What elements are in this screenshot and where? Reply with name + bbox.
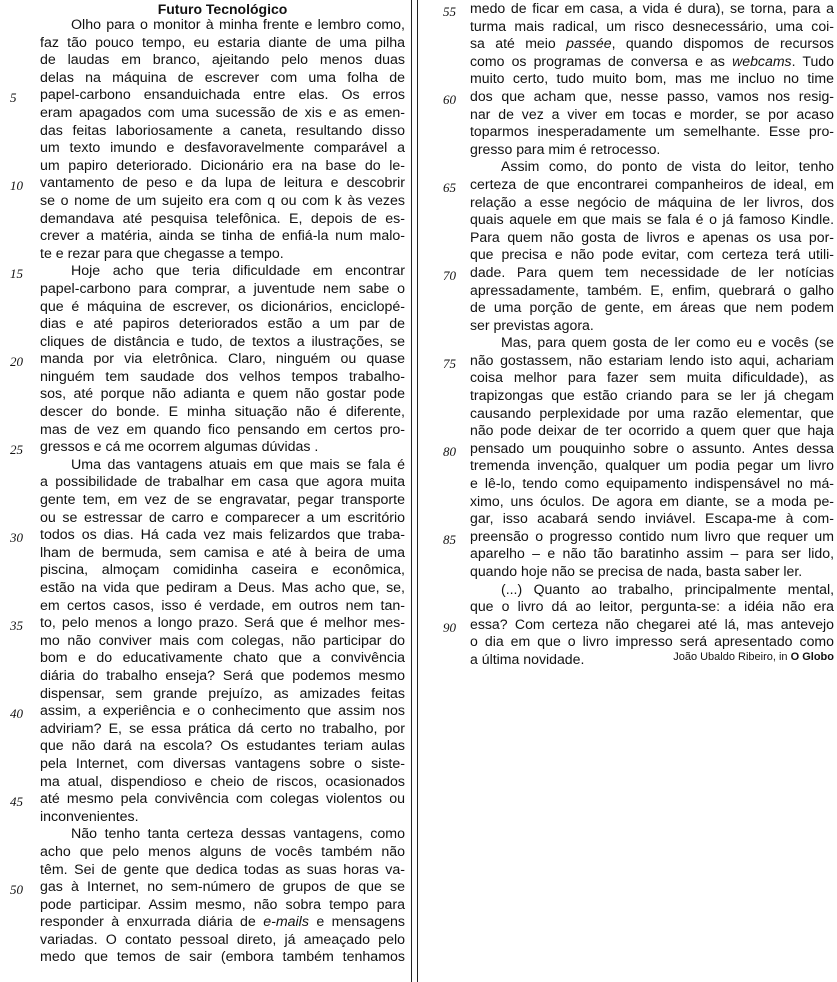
right-text <box>470 0 834 669</box>
text-line: gas à Internet, no sem-número de grupos de que se <box>40 879 405 896</box>
text-line: to, pelo menos a longo prazo. Será que é melhor mes- <box>40 615 405 632</box>
text-line: de laudas em branco, ajeitando pelo menos duas <box>40 52 405 69</box>
source-publication: O Globo <box>790 651 834 663</box>
text-line: sa até meio passée, quando dispomos de recursos <box>470 35 834 52</box>
text-line: piscina, almoçam comidinha caseira e econômica, <box>40 562 405 579</box>
text-line: descer do bonde. E minha situação não é diferente, <box>40 404 405 421</box>
text-line: vantamento de peso e da lupa de leitura e descobrir <box>40 175 405 192</box>
text-line: o dia em que o livro impresso será apresentado como <box>470 633 834 650</box>
text-line: medo que temos de sair (embora também tenhamos <box>40 949 405 966</box>
text-line: muito certo, tudo muito bom, mas me incluo no time <box>470 70 834 87</box>
text-line: acho que pelo menos alguns de vocês também não <box>40 843 405 860</box>
text-line: papel-carbono ensanduichada entre elas. Os erros <box>40 87 405 104</box>
text-line: têm. Sei de gente que dedica todas as suas horas va- <box>40 861 405 878</box>
text-line: mo não conviver mais com colegas, não participar do <box>40 632 405 649</box>
text-line: Hoje acho que teria dificuldade em encontrar <box>71 263 405 280</box>
text-line: sos, até porque não adianta e quem não gostar pode <box>40 386 405 403</box>
text-line: delas na máquina de escrever com uma folha de <box>40 69 405 86</box>
text-line: dos que acham que, nesse passo, vamos nos resig- <box>470 87 834 104</box>
text-line: toparmos inesperadamente um semelhante. Esse pro- <box>470 123 834 140</box>
line-number: 25 <box>10 442 23 458</box>
text-line: ximo, uns óculos. De agora em diante, se a moda pe- <box>470 492 834 509</box>
line-number: 40 <box>10 706 23 722</box>
text-line: quais aquele em que mais se fala é o já famoso Kindle. <box>470 211 834 228</box>
text-line: a possibilidade de trabalhar em casa que agora muita <box>40 474 405 491</box>
text-line: em certos casos, isso é verdade, em outros nem tan- <box>40 597 405 614</box>
text-line: quando hoje não se precisa de nada, basta saber ler. <box>470 563 803 579</box>
text-line: gar, isso acabará sendo inviável. Escapa-me à com- <box>470 510 834 527</box>
line-number: 50 <box>10 882 23 898</box>
left-column <box>40 0 405 967</box>
text-line: medo de ficar em casa, a vida é dura), se torna, para a <box>470 0 834 16</box>
text-line: ma atual, dispendioso e cheio de riscos, ocasionados <box>40 773 405 790</box>
left-text <box>40 17 405 967</box>
text-line: todos os dias. Há cada vez mais felizardos que traba- <box>40 527 405 544</box>
text-line: ser previstas agora. <box>470 316 594 333</box>
text-line: nar de vez a viver em tocas e morder, se por acaso <box>470 105 834 122</box>
text-line: pela Internet, com diversas vantagens sobre o siste- <box>40 755 405 772</box>
line-number: 65 <box>443 180 456 195</box>
text-line: gresso para mim é retrocesso. <box>470 140 661 157</box>
column-divider <box>417 0 418 982</box>
text-line: (...) Quanto ao trabalho, principalmente mental, <box>501 580 834 597</box>
text-line: relação a esse negócio de máquina de ler livros, dos <box>470 193 834 210</box>
text-line: de uma porção de gente, em áreas que nem podem <box>470 299 834 316</box>
text-line: crever a matéria, ainda se tinha de enfiá-la num malo- <box>40 228 405 245</box>
text-line: certeza de que encontrarei companheiros de ideal, em <box>470 175 834 192</box>
text-line: não pode deixar de ter ocorrido a quem quer que haja <box>470 422 834 439</box>
text-line: eram apagados com uma sucessão de xis e as emen- <box>40 104 405 121</box>
text-line: mas de vez em quando fico pensando em certos pro- <box>40 421 405 438</box>
line-number: 15 <box>10 266 23 282</box>
text-line: preensão o progresso contido num livro que requer um <box>470 527 834 544</box>
line-number: 45 <box>10 794 23 810</box>
text-line: das feitas laboriosamente a caneta, resultando disso <box>40 122 405 139</box>
line-number: 35 <box>10 618 23 634</box>
text-line: não gostassem, não estariam lendo isto aqui, achariam <box>470 351 834 368</box>
article-source <box>470 650 834 664</box>
text-line: estão na vida que pediram a Deus. Mas acho que, se, <box>40 580 405 596</box>
text-line: cliques de distância e tudo, de textos a ilustrações, se <box>40 333 405 350</box>
text-line: pode participar. Assim mesmo, não sobra tempo para <box>40 896 405 913</box>
text-line: essa? Com certeza não chegarei até lá, mas antevejo <box>470 615 834 632</box>
article-title: Futuro Tecnológico <box>157 1 288 17</box>
line-number: 75 <box>443 356 456 371</box>
text-line: tremenda invenção, qualquer um podia pegar um livro <box>470 457 834 474</box>
text-line: até mesmo pela convivência com colegas violentos ou <box>40 791 405 808</box>
text-line: dade. Para quem tem necessidade de ler notícias <box>470 263 834 280</box>
text-line: Não tenho tanta certeza dessas vantagens, como <box>71 826 405 843</box>
text-line: causando perplexidade por uma razão elementar, que <box>470 404 834 421</box>
text-line: turma mais radical, um risco desnecessário, uma coi- <box>470 17 834 34</box>
text-line: que não dará na escola? Os estudantes teriam aulas <box>40 738 405 755</box>
column-divider <box>411 0 412 982</box>
line-number: 90 <box>443 620 456 635</box>
text-line: um papiro deteriorado. Dicionário era na base do le- <box>40 157 405 174</box>
text-line: manda por via eletrônica. Claro, ninguém ou quase <box>40 351 405 368</box>
line-number: 20 <box>10 354 23 370</box>
text-line: Uma das vantagens atuais em que mais se fala é <box>71 456 405 473</box>
text-line: adviriam? E, se essa prática dá certo no trabalho, por <box>40 720 405 737</box>
text-line: assim, a experiência e o conhecimento que assim nos <box>40 703 405 720</box>
text-line: ou se estressar de carro e comparecer a um escritório <box>40 509 405 526</box>
text-line: inconvenientes. <box>40 808 139 825</box>
text-line: se o nome de um sujeito era com q ou com k às vezes <box>40 192 405 209</box>
text-line: gressos e cá me ocorrem algumas dúvidas . <box>40 439 319 456</box>
line-number: 80 <box>443 444 456 459</box>
text-line: que é máquina de escrever, os dicionários, enciclopé- <box>40 298 405 315</box>
text-line: e lê-lo, tendo como equipamento indispensável no má- <box>470 475 834 492</box>
text-line: coisa melhor para fazer sem muita dificuldade), as <box>470 369 834 386</box>
text-line: papel-carbono para comprar, a juventude nem sabe o <box>40 280 405 297</box>
text-line: como os programas de conversa e as webcams. Tudo <box>470 52 834 69</box>
text-line: Mas, para quem gosta de ler como eu e vocês (se <box>501 334 834 351</box>
text-line: responder à enxurrada diária de e-mails e mensagens <box>40 914 405 931</box>
right-column <box>470 0 834 669</box>
line-number: 30 <box>10 530 23 546</box>
text-line: aparelho – e não tão baratinho assim – para ser lido, <box>470 545 834 562</box>
text-line: apressadamente, também. E, enfim, quebrará o galho <box>470 281 834 298</box>
text-line: a última novidade. <box>470 650 585 667</box>
text-line: ninguém tem saudade dos velhos tempos trabalho- <box>40 368 405 385</box>
line-number: 70 <box>443 268 456 283</box>
text-line: um texto imundo e desfavoravelmente comparável a <box>40 140 405 157</box>
text-line: Para quem não gosta de livros e apenas os usa por- <box>470 228 834 245</box>
text-line: que o livro dá ao leitor, pergunta-se: a idéia não era <box>470 598 834 615</box>
text-line: demandava até pesquisa telefônica. E, depois de es- <box>40 210 405 227</box>
text-line: que precisa e não pode evitar, com certeza terá utili- <box>470 246 834 263</box>
text-line: pensado um pouquinho sobre o assunto. Antes dessa <box>470 439 834 456</box>
text-line: diária do trabalho enseja? Será que podemos mesmo <box>40 667 405 684</box>
text-line: lham de bermuda, sem camisa e até à beira de uma <box>40 544 405 561</box>
line-number: 5 <box>10 90 17 106</box>
text-line: trapizongas que estão criando para se ler já chegam <box>470 387 834 404</box>
text-line: variadas. O contato pessoal direto, já ameaçado pelo <box>40 931 405 948</box>
text-line: dispensar, sem grande prejuízo, as amizades feitas <box>40 685 405 702</box>
text-line: faz tão pouco tempo, eu estaria diante de uma pilha <box>40 34 405 51</box>
text-line: gente tem, em vez de se engravatar, pegar transporte <box>40 492 405 509</box>
text-line: bom e do educativamente chato que a convivência <box>40 650 405 667</box>
source-author: João Ubaldo Ribeiro, in <box>673 651 791 663</box>
text-line: dias e até papiros deteriorados estão a um par de <box>40 316 405 333</box>
line-number: 55 <box>443 4 456 19</box>
line-number: 85 <box>443 532 456 547</box>
text-line: Assim como, do ponto de vista do leitor, tenho <box>501 158 834 175</box>
line-number: 10 <box>10 178 23 194</box>
line-number: 60 <box>443 92 456 107</box>
text-line: te e rezar para que chegasse a tempo. <box>40 245 284 262</box>
text-line: Olho para o monitor à minha frente e lembro como, <box>71 17 405 33</box>
